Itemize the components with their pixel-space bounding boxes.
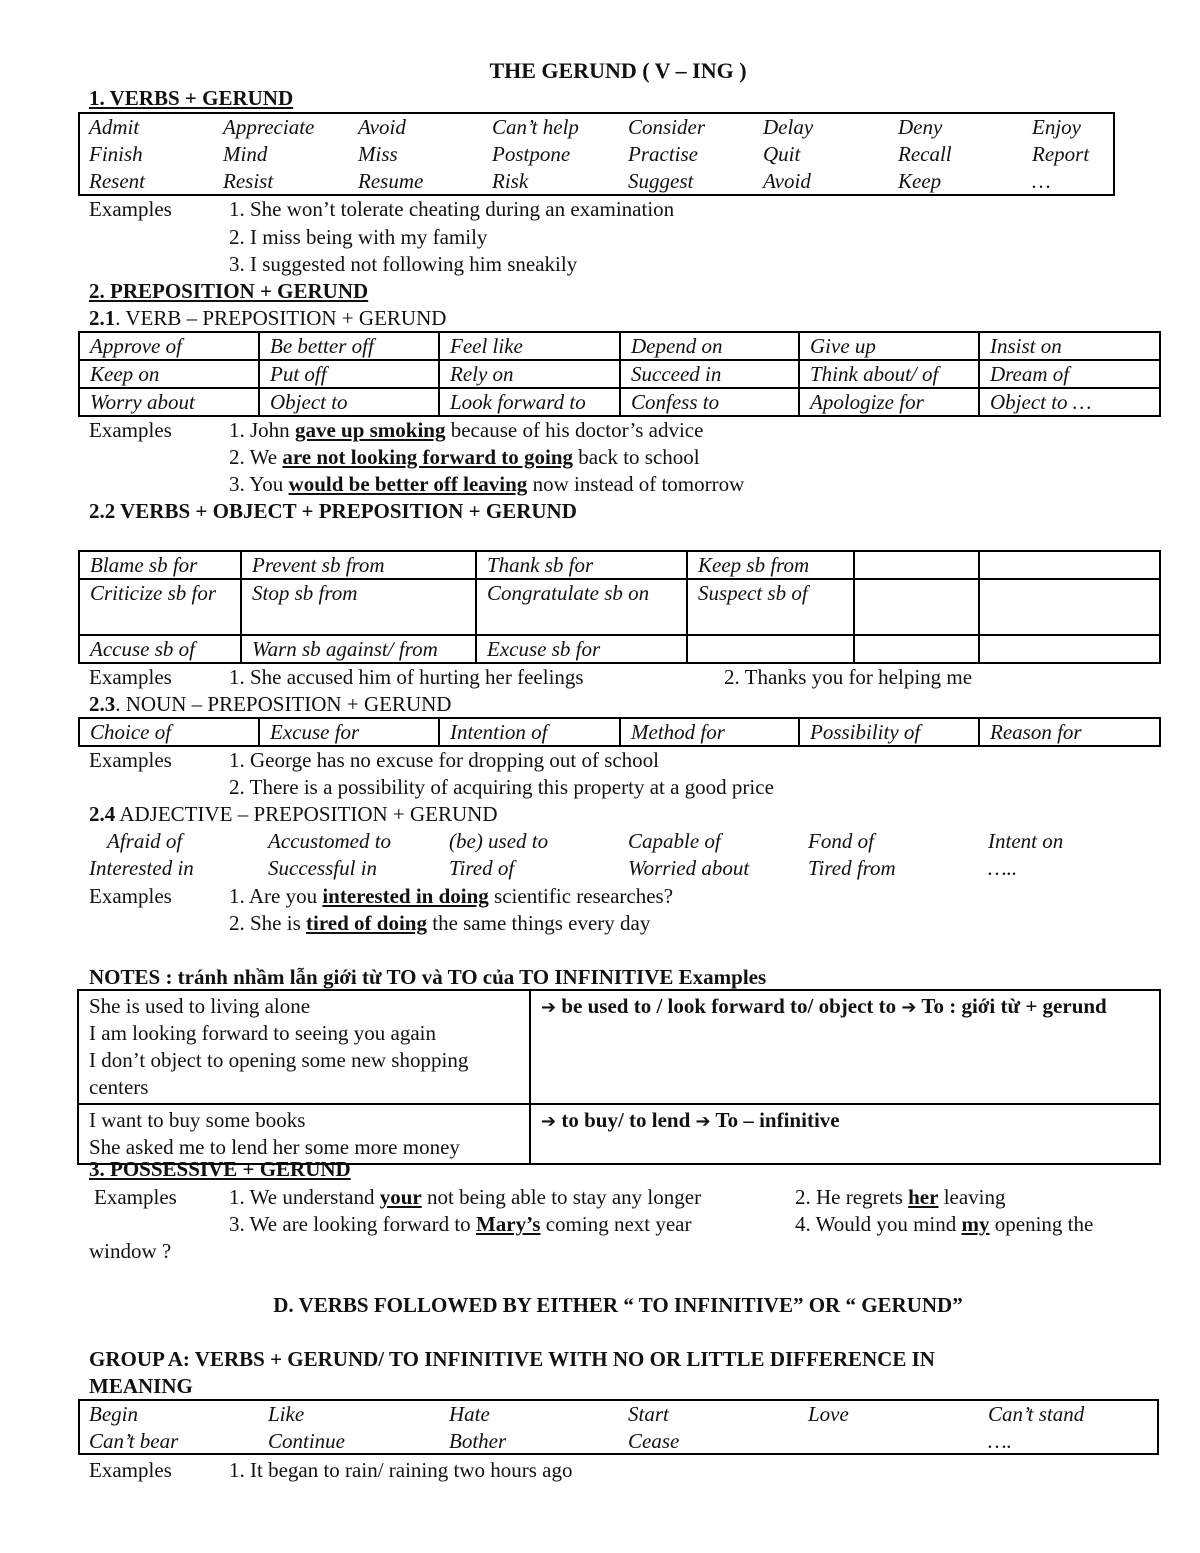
table-cell: Put off [259,360,439,388]
s1-example-3: 3. I suggested not following him sneakily [229,252,578,276]
table-cell: Prevent sb from [241,551,476,579]
verb-item: Hate [449,1402,490,1426]
verb-item: Finish [89,142,143,166]
adjective-item: Worried about [628,856,750,880]
table-cell [854,635,979,663]
table-cell: Choice of [79,718,259,746]
verb-item: Report [1032,142,1090,166]
s24-example-2: 2. She is tired of doing the same things every day [229,911,651,935]
verb-item: Begin [89,1402,138,1426]
table-cell [979,579,1160,635]
verb-item: … [1032,169,1051,193]
group-a-heading-continued: MEANING [89,1374,193,1398]
table-cell: Reason for [979,718,1160,746]
verb-item: Mind [223,142,268,166]
table-cell: Accuse sb of [79,635,241,663]
table-cell: Stop sb from [241,579,476,635]
arrow-right-icon: ➔ [541,1111,557,1132]
verb-item: Cease [628,1429,680,1453]
table-cell: Apologize for [799,388,979,416]
examples-label: Examples [89,1458,172,1482]
s22-example-1: 1. She accused him of hurting her feelings [229,665,584,689]
verb-item: Deny [898,115,943,139]
verb-item: Avoid [358,115,406,139]
section-3-heading: 3. POSSESSIVE + GERUND [89,1157,351,1181]
adjective-item: Capable of [628,829,721,853]
s3-example-3: 3. We are looking forward to Mary’s coming next year [229,1212,692,1236]
table-cell: Give up [799,332,979,360]
verb-item: Continue [268,1429,345,1453]
adjective-item: Intent on [988,829,1064,853]
verb-item: Can’t bear [89,1429,179,1453]
adjective-item: Fond of [808,829,874,853]
verb-item: Avoid [763,169,811,193]
section-2-2-heading: 2.2 VERBS + OBJECT + PREPOSITION + GERUND [89,499,577,523]
table-cell: Dream of [979,360,1160,388]
table-cell: Approve of [79,332,259,360]
table-cell: Think about/ of [799,360,979,388]
table-cell: Intention of [439,718,620,746]
table-cell [854,579,979,635]
table-cell: Rely on [439,360,620,388]
adjective-item: Tired of [449,856,515,880]
verb-item: Resent [89,169,145,193]
s3-example-2: 2. He regrets her leaving [795,1185,1006,1209]
verb-item: Consider [628,115,706,139]
verb-item: Resume [358,169,424,193]
group-a-heading: GROUP A: VERBS + GERUND/ TO INFINITIVE WITH NO OR LITTLE DIFFERENCE IN [89,1347,935,1371]
verb-item: …. [988,1429,1012,1453]
adjective-item: ….. [988,856,1018,880]
table-cell [687,635,854,663]
notes-row-1-examples: She is used to living alone I am looking forward to seeing you again I don’t object to opening some new shopping centers [78,990,530,1104]
table-cell [854,551,979,579]
s23-example-1: 1. George has no excuse for dropping out of school [229,748,660,772]
table-cell: Keep sb from [687,551,854,579]
adjective-item: Interested in [89,856,194,880]
table-cell: Suspect sb of [687,579,854,635]
noun-preposition-table [78,717,1161,747]
verb-item: Suggest [628,169,694,193]
section-2-3-heading: 2.3. NOUN – PREPOSITION + GERUND [89,692,452,716]
verb-item: Admit [89,115,140,139]
table-cell: Worry about [79,388,259,416]
section-2-heading: 2. PREPOSITION + GERUND [89,279,369,303]
table-cell: Blame sb for [79,551,241,579]
verb-item: Can’t stand [988,1402,1085,1426]
table-cell: Feel like [439,332,620,360]
table-cell: Confess to [620,388,799,416]
table-cell: Be better off [259,332,439,360]
verb-item: Quit [763,142,801,166]
verb-item: Risk [492,169,529,193]
verb-item: Start [628,1402,669,1426]
verb-item: Delay [763,115,814,139]
s22-example-2: 2. Thanks you for helping me [724,665,973,689]
verb-item: Practise [628,142,698,166]
adjective-item: Successful in [268,856,378,880]
s23-example-2: 2. There is a possibility of acquiring this property at a good price [229,775,774,799]
notes-row-2-examples: I want to buy some books She asked me to lend her some more money [78,1104,530,1164]
verb-item: Miss [358,142,398,166]
table-cell [979,551,1160,579]
table-cell: Method for [620,718,799,746]
notes-row-1-rule: ➔ be used to / look forward to/ object to ➔ To : giới từ + gerund [530,990,1160,1104]
table-cell [979,635,1160,663]
section-2-4-heading: 2.4 ADJECTIVE – PREPOSITION + GERUND [89,802,498,826]
table-cell: Congratulate sb on [476,579,687,635]
examples-label: Examples [89,884,172,908]
examples-label: Examples [89,748,172,772]
table-cell: Possibility of [799,718,979,746]
notes-row-2-rule: ➔ to buy/ to lend ➔ To – infinitive [530,1104,1160,1164]
verb-preposition-table [78,331,1161,417]
section-d-heading: D. VERBS FOLLOWED BY EITHER “ TO INFINITIVE” OR “ GERUND” [273,1293,963,1317]
s24-example-1: 1. Are you interested in doing scientific researches? [229,884,674,908]
page-title: THE GERUND ( V – ING ) [489,58,747,83]
verb-item: Love [808,1402,849,1426]
table-cell: Warn sb against/ from [241,635,476,663]
s3-example-1: 1. We understand your not being able to stay any longer [229,1185,702,1209]
table-cell: Insist on [979,332,1160,360]
examples-label: Examples [89,197,172,221]
verb-item: Bother [449,1429,507,1453]
table-cell: Depend on [620,332,799,360]
section-1-heading: 1. VERBS + GERUND [89,86,294,110]
examples-label: Examples [89,665,172,689]
table-cell: Object to [259,388,439,416]
arrow-right-icon: ➔ [541,997,557,1018]
s1-example-2: 2. I miss being with my family [229,225,488,249]
verb-item: Recall [898,142,952,166]
notes-heading: NOTES : tránh nhầm lẫn giới từ TO và TO của TO INFINITIVE Examples [89,965,767,989]
examples-label: Examples [94,1185,177,1209]
table-cell: Keep on [79,360,259,388]
adjective-item: Afraid of [107,829,183,853]
adjective-item: Tired from [808,856,896,880]
adjective-item: (be) used to [449,829,549,853]
table-cell: Thank sb for [476,551,687,579]
arrow-right-icon: ➔ [695,1111,711,1132]
section-2-1-heading: 2.1. VERB – PREPOSITION + GERUND [89,306,447,330]
arrow-right-icon: ➔ [901,997,917,1018]
table-cell: Object to … [979,388,1160,416]
verb-object-preposition-table [78,550,1161,664]
verb-item: Keep [898,169,942,193]
table-cell: Excuse sb for [476,635,687,663]
verb-item: Postpone [492,142,571,166]
s21-example-3: 3. You would be better off leaving now instead of tomorrow [229,472,745,496]
verb-item: Can’t help [492,115,579,139]
d-example-1: 1. It began to rain/ raining two hours ago [229,1458,573,1482]
s3-example-4: 4. Would you mind my opening the [795,1212,1094,1236]
table-cell: Look forward to [439,388,620,416]
table-cell: Excuse for [259,718,439,746]
verb-item: Enjoy [1032,115,1081,139]
adjective-item: Accustomed to [268,829,392,853]
table-cell: Criticize sb for [79,579,241,635]
s21-example-1: 1. John gave up smoking because of his doctor’s advice [229,418,704,442]
notes-table [77,989,1161,1165]
s3-example-4-continued: window ? [89,1239,172,1263]
verb-item: Resist [223,169,274,193]
s1-example-1: 1. She won’t tolerate cheating during an examination [229,197,675,221]
s21-example-2: 2. We are not looking forward to going back to school [229,445,700,469]
verb-item: Appreciate [223,115,315,139]
examples-label: Examples [89,418,172,442]
verb-item: Like [268,1402,305,1426]
table-cell: Succeed in [620,360,799,388]
